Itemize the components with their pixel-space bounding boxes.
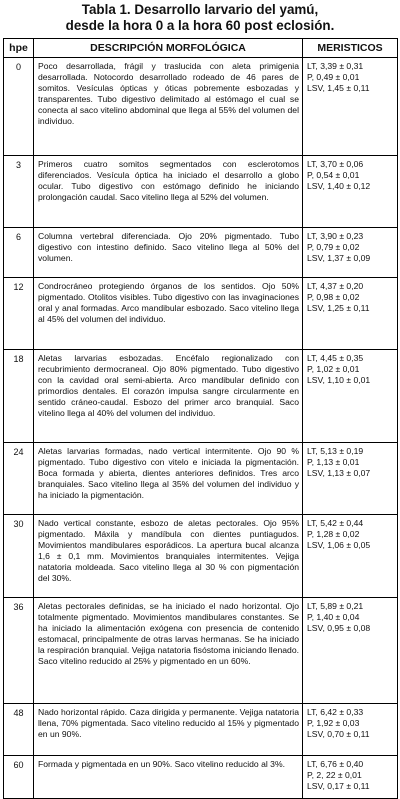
meristics-cell: [303, 704, 398, 756]
table-row: [4, 704, 398, 756]
description-cell: Nado vertical constante, esbozo de aletas pectorales. Ojo 95% pigmentado. Máxila y mandíbula con dientes puntiagudos. Movimientos mandibulares esporádicos. La apertura bucal alcanza 1,6 ± 0,1 mm. Movimientos branquiales intermitentes. Vejiga natatoria moldeada. Saco vitelino llega al 30 % con pigmentación del 30%.: [34, 515, 303, 598]
meristics-cell: [303, 443, 398, 515]
hpe-cell: 6: [4, 228, 34, 278]
description-cell: Columna vertebral diferenciada. Ojo 20% pigmentado. Tubo digestivo con intestino definido. Saco vitelino llega al 50% del volumen.: [34, 228, 303, 278]
meristics-cell: [303, 515, 398, 598]
header-description: DESCRIPCIÓN MORFOLÓGICA: [34, 39, 303, 58]
meristic-lsv: LSV, 0,70 ± 0,11: [307, 728, 370, 739]
meristic-p: P, 2, 22 ± 0,01: [307, 769, 362, 780]
meristic-p: P, 1,92 ± 0,03: [307, 717, 360, 728]
meristic-lt: LT, 6,42 ± 0,33: [307, 707, 364, 717]
description-cell: Poco desarrollada, frágil y traslucida con aleta primigenia desarrollada. Notocordo desarrollado rodeado de 46 pares de somitos. Vesículas ópticas y óticas pobremente esbozadas y transparentes. Tubo digestivo delimitado al estómago el cual se conecta al saco vitelino abdominal que llega al 55% del volumen del individuo.: [34, 58, 303, 156]
meristic-lsv: LSV, 1,13 ± 0,07: [307, 467, 371, 478]
meristics-cell: [303, 598, 398, 704]
meristics-cell: [303, 756, 398, 799]
meristic-lsv: LSV, 1,45 ± 0,11: [307, 82, 370, 93]
table-row: [4, 515, 398, 598]
description-cell: Formada y pigmentada en un 90%. Saco vitelino reducido al 3%.: [34, 756, 303, 799]
meristic-lsv: LSV, 0,17 ± 0,11: [307, 780, 370, 791]
meristic-lsv: LSV, 1,40 ± 0,12: [307, 180, 371, 191]
description-cell: Nado horizontal rápido. Caza dirigida y permanente. Vejiga natatoria llena, 70% pigmentada. Saco vitelino reducido al 15% y pigmentado en un 90%.: [34, 704, 303, 756]
meristic-lsv: LSV, 1,25 ± 0,11: [307, 302, 370, 313]
hpe-cell: 18: [4, 350, 34, 443]
hpe-cell: 0: [4, 58, 34, 156]
larval-development-table: [3, 38, 398, 799]
table-row: [4, 58, 398, 156]
meristics-cell: [303, 350, 398, 443]
meristic-lt: LT, 4,37 ± 0,20: [307, 281, 364, 291]
meristics-cell: [303, 278, 398, 350]
table-row: [4, 228, 398, 278]
meristic-lt: LT, 5,89 ± 0,21: [307, 601, 364, 611]
meristic-lt: LT, 6,76 ± 0,40: [307, 759, 364, 769]
hpe-cell: 24: [4, 443, 34, 515]
header-hpe: hpe: [4, 39, 34, 58]
meristic-p: P, 1,40 ± 0,04: [307, 611, 360, 622]
hpe-cell: 3: [4, 156, 34, 228]
meristic-lt: LT, 3,70 ± 0,06: [307, 159, 364, 169]
meristic-p: P, 0,79 ± 0,02: [307, 241, 360, 252]
meristic-lsv: LSV, 0,95 ± 0,08: [307, 622, 371, 633]
meristics-cell: [303, 156, 398, 228]
meristic-p: P, 0,54 ± 0,01: [307, 169, 360, 180]
hpe-cell: 60: [4, 756, 34, 799]
meristic-lsv: LSV, 1,06 ± 0,05: [307, 539, 371, 550]
hpe-cell: 30: [4, 515, 34, 598]
table-row: [4, 756, 398, 799]
meristic-lsv: LSV, 1,10 ± 0,01: [307, 374, 371, 385]
header-row: [4, 39, 398, 58]
table-row: [4, 598, 398, 704]
description-cell: Primeros cuatro somitos segmentados con esclerotomos diferenciados. Vesícula óptica ha iniciado el desarrollo a globo ocular. Tubo digestivo con estómago definido he iniciando prolongación caudal. Saco vitelino llega al 52% del volumen.: [34, 156, 303, 228]
description-cell: Aletas larvarias esbozadas. Encéfalo regionalizado con recubrimiento dermocraneal. Ojo 80% pigmentado. Tubo digestivo con la cavidad oral semi-abierta. Arco mandibular definido con primordios dentales. El corazón impulsa sangre circularmente en sentido cráneo-caudal. Esbozo del primer arco branquial. Saco vitelino llega al 40% del volumen del individuo.: [34, 350, 303, 443]
meristic-lt: LT, 5,42 ± 0,44: [307, 518, 364, 528]
title-line-2: desde la hora 0 a la hora 60 post eclosión.: [65, 18, 335, 33]
hpe-cell: 36: [4, 598, 34, 704]
description-cell: Condrocráneo protegiendo órganos de los sentidos. Ojo 50% pigmentado. Otolitos visibles. Tubo digestivo con las invaginaciones oral y anal formadas. Arco mandibular esbozado. Saco vitelino llega al 45% del volumen del individuo.: [34, 278, 303, 350]
meristics-cell: [303, 228, 398, 278]
meristic-p: P, 1,13 ± 0,01: [307, 456, 360, 467]
table-row: [4, 350, 398, 443]
meristic-lt: LT, 3,39 ± 0,31: [307, 61, 364, 71]
meristic-lt: LT, 5,13 ± 0,19: [307, 446, 364, 456]
hpe-cell: 48: [4, 704, 34, 756]
table-row: [4, 278, 398, 350]
header-meristics: MERISTICOS: [303, 39, 398, 58]
meristic-p: P, 1,02 ± 0,01: [307, 363, 360, 374]
meristic-lt: LT, 4,45 ± 0,35: [307, 353, 364, 363]
description-cell: Aletas pectorales definidas, se ha iniciado el nado horizontal. Ojo totalmente pigmentado. Movimientos mandibulares constantes. Se ha iniciado la alimentación exógena con presencia de contenido estomacal, principalmente de otras larvas hermanas. Se ha iniciado la respiración branquial. Vejiga natatoria fisóstoma iniciando llenado. Saco vitelino reducido al 25% y pigmentado en un 60%.: [34, 598, 303, 704]
meristic-p: P, 0,49 ± 0,01: [307, 71, 360, 82]
meristic-lsv: LSV, 1,37 ± 0,09: [307, 252, 371, 263]
meristic-p: P, 1,28 ± 0,02: [307, 528, 360, 539]
table-row: [4, 156, 398, 228]
title-line-1: Tabla 1. Desarrollo larvario del yamú,: [81, 2, 319, 17]
table-row: [4, 443, 398, 515]
hpe-cell: 12: [4, 278, 34, 350]
meristic-p: P, 0,98 ± 0,02: [307, 291, 360, 302]
meristics-cell: [303, 58, 398, 156]
table-title: [0, 2, 400, 34]
description-cell: Aletas larvarias formadas, nado vertical intermitente. Ojo 90 % pigmentado. Tubo digestivo con vitelo e iniciada la pigmentación. Boca formada y abierta, dientes anteriores definidos. Tres arco branquiales. Saco vitelino llega al 35% del volumen del individuo y ha iniciado la pigmentación.: [34, 443, 303, 515]
meristic-lt: LT, 3,90 ± 0,23: [307, 231, 364, 241]
